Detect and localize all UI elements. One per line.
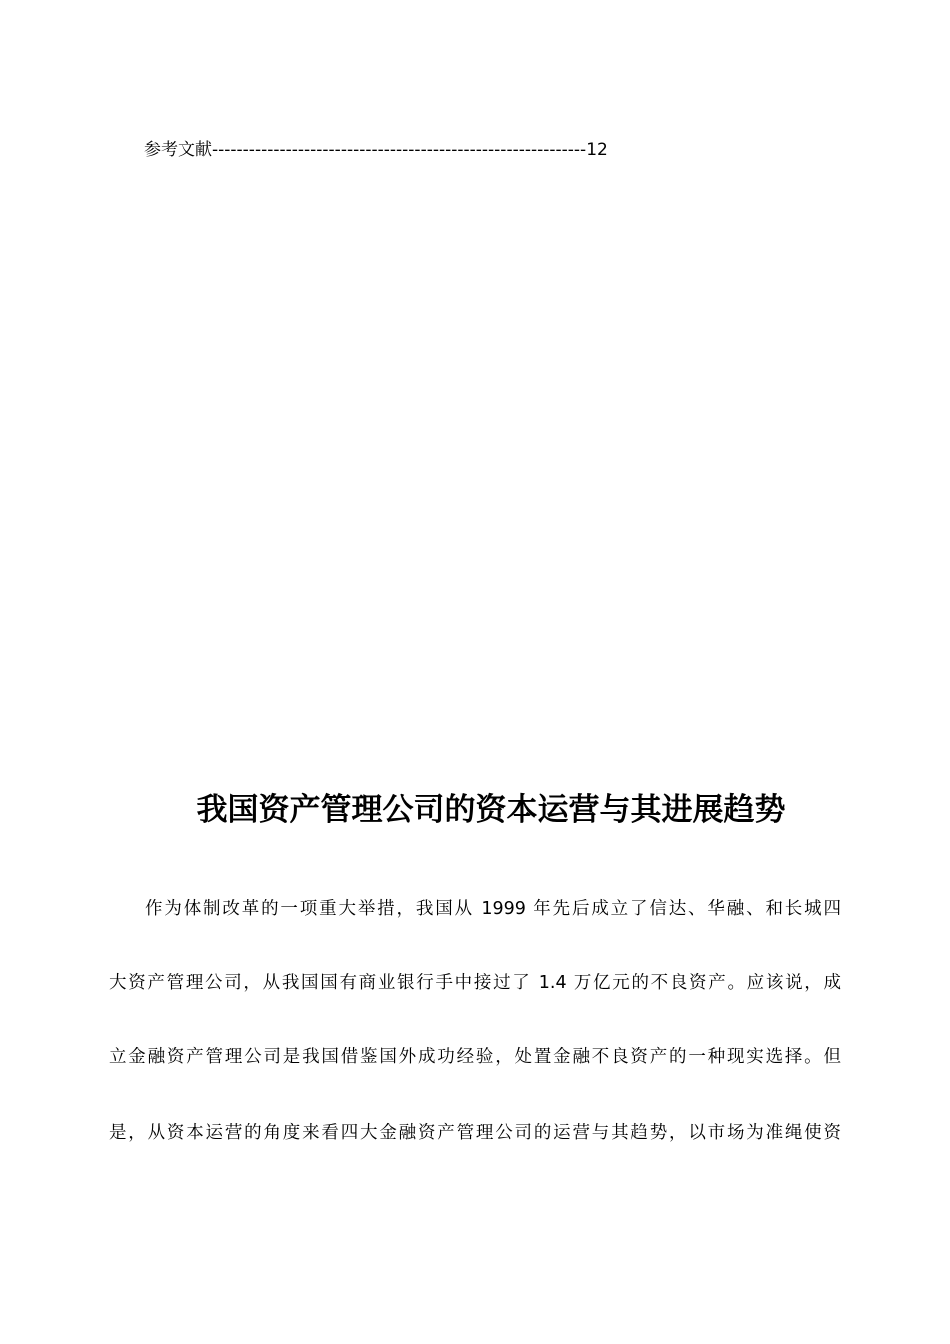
paragraph-line: 是，从资本运营的角度来看四大金融资产管理公司的运营与其趋势，以市场为准绳使资 — [109, 1123, 841, 1143]
toc-entry-references[interactable]: 参考文献-------------------------------------------------------------12 — [144, 140, 608, 160]
paragraph-line: 立金融资产管理公司是我国借鉴国外成功经验，处置金融不良资产的一种现实选择。但 — [109, 1047, 841, 1067]
document-title: 我国资产管理公司的资本运营与其进展趋势 — [196, 792, 786, 828]
paragraph-line: 作为体制改革的一项重大举措，我国从 1999 年先后成立了信达、华融、和长城四 — [145, 899, 841, 919]
paragraph-line: 大资产管理公司，从我国国有商业银行手中接过了 1.4 万亿元的不良资产。应该说，成 — [109, 973, 841, 993]
